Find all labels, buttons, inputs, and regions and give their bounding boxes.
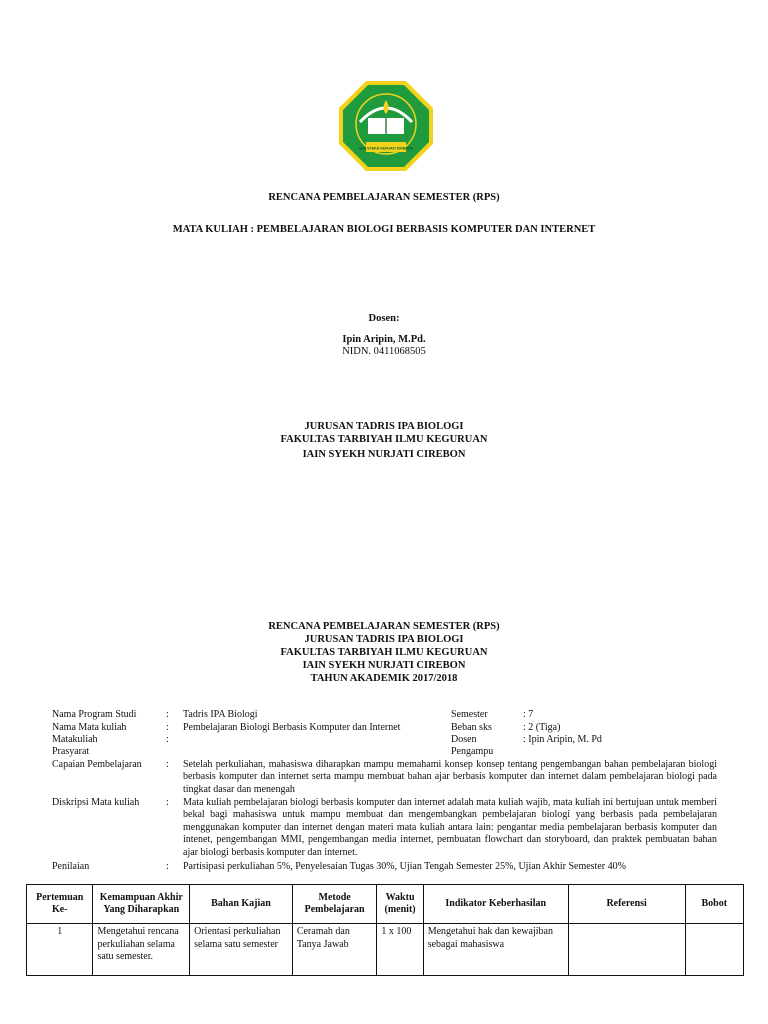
colon: : xyxy=(166,861,169,872)
rps-department: JURUSAN TADRIS IPA BIOLOGI xyxy=(304,634,464,645)
colon: : xyxy=(166,797,169,808)
dosen-label-2: Pengampu xyxy=(451,746,494,757)
deskripsi-label: Diskripsi Mata kuliah xyxy=(52,797,140,808)
rps-year: TAHUN AKADEMIK 2017/2018 xyxy=(310,673,458,684)
rps-institute: IAIN SYEKH NURJATI CIREBON xyxy=(302,660,466,671)
logo-text: IAIN SYEKH NURJATI CIREBON xyxy=(358,146,414,151)
cover-institute: IAIN SYEKH NURJATI CIREBON xyxy=(302,449,466,460)
rps-faculty: FAKULTAS TARBIYAH ILMU KEGURUAN xyxy=(280,647,488,658)
rps-title: RENCANA PEMBELAJARAN SEMESTER (RPS) xyxy=(268,621,500,632)
colon: : xyxy=(166,734,169,745)
deskripsi-value: Mata kuliah pembelajaran biologi berbasis komputer dan internet adalah mata kuliah wajib, mata kuliah ini bertujuan untuk memberi bekal bagi mahasiswa untuk mampu membuat dan mengembangkan pembelajaran biologi yang berbasis pada pembelajaran menggunakan komputer dan internet dengan materi mata kuliah antara lain: pengantar media pembelajaran berbasis komputer dan intenet, pengembangan MMI, pengembangan media internet, pembuatan flowchart dan storyboard, dan praktek pembuatan bahan ajar biologi berbasis komputer dan internet. xyxy=(183,797,717,858)
semester-label: Semester xyxy=(451,709,488,720)
prereq-label-1: Matakuliah xyxy=(52,734,98,745)
program-value: Tadris IPA Biologi xyxy=(183,709,258,720)
penilaian-label: Penilaian xyxy=(52,861,90,872)
cover-department: JURUSAN TADRIS IPA BIOLOGI xyxy=(304,421,464,432)
penilaian-value: Partisipasi perkuliahan 5%, Penyelesaian Tugas 30%, Ujian Tengah Semester 25%, Ujian Akhir Semester 40% xyxy=(183,861,626,872)
dosen-value: : Ipin Aripin, M. Pd xyxy=(523,734,602,745)
colon: : xyxy=(166,722,169,733)
prereq-label-2: Prasyarat xyxy=(52,746,90,757)
header-referensi: Referensi xyxy=(568,885,685,924)
cover-title: RENCANA PEMBELAJARAN SEMESTER (RPS) xyxy=(268,192,500,203)
cell-metode: Ceramah dan Tanya Jawab xyxy=(292,924,377,976)
colon: : xyxy=(166,709,169,720)
course-label: Nama Mata kuliah xyxy=(52,722,127,733)
sks-value: : 2 (Tiga) xyxy=(523,722,561,733)
course-value: Pembelajaran Biologi Berbasis Komputer dan Internet xyxy=(183,722,401,733)
header-metode: Metode Pembelajaran xyxy=(292,885,377,924)
cell-waktu: 1 x 100 xyxy=(377,924,423,976)
colon: : xyxy=(166,759,169,770)
header-bahan-kajian: Bahan Kajian xyxy=(190,885,293,924)
sks-label: Beban sks xyxy=(451,722,492,733)
semester-value: : 7 xyxy=(523,709,534,720)
capaian-value: Setelah perkuliahan, mahasiswa diharapkan mampu memahami konsep konsep tentang pengembangan bahan pembelajaran biologi berbasis komputer dan internet serta mampu membuat bahan ajar berbasis komputer dan internet dalam pembelajaran biologi pada tingkat dasar dan menengah xyxy=(183,759,717,795)
cell-pertemuan: 1 xyxy=(27,924,93,976)
cell-referensi xyxy=(568,924,685,976)
cell-bobot xyxy=(685,924,743,976)
cover-course-line: MATA KULIAH : PEMBELAJARAN BIOLOGI BERBASIS KOMPUTER DAN INTERNET xyxy=(172,224,596,235)
header-bobot: Bobot xyxy=(685,885,743,924)
rps-table xyxy=(26,884,744,976)
cell-kemampuan: Mengetahui rencana perkuliahan selama satu semester. xyxy=(93,924,190,976)
header-waktu: Waktu (menit) xyxy=(377,885,423,924)
cover-faculty: FAKULTAS TARBIYAH ILMU KEGURUAN xyxy=(280,434,488,445)
header-indikator: Indikator Keberhasilan xyxy=(423,885,568,924)
institution-logo xyxy=(338,80,434,172)
cover-lecturer-name: Ipin Aripin, M.Pd. xyxy=(342,334,426,345)
dosen-label-1: Dosen xyxy=(451,734,477,745)
header-pertemuan: Pertemuan Ke- xyxy=(27,885,93,924)
header-kemampuan: Kemampuan Akhir Yang Diharapkan xyxy=(93,885,190,924)
cover-nidn: NIDN. 0411068505 xyxy=(342,346,426,357)
table-row xyxy=(27,924,744,976)
capaian-label: Capaian Pembelajaran xyxy=(52,759,142,770)
table-header-row xyxy=(27,885,744,924)
program-label: Nama Program Studi xyxy=(52,709,137,720)
cover-lecturer-heading: Dosen: xyxy=(368,313,400,324)
cell-indikator: Mengetahui hak dan kewajiban sebagai mahasiswa xyxy=(423,924,568,976)
cell-bahan-kajian: Orientasi perkuliahan selama satu semester xyxy=(190,924,293,976)
